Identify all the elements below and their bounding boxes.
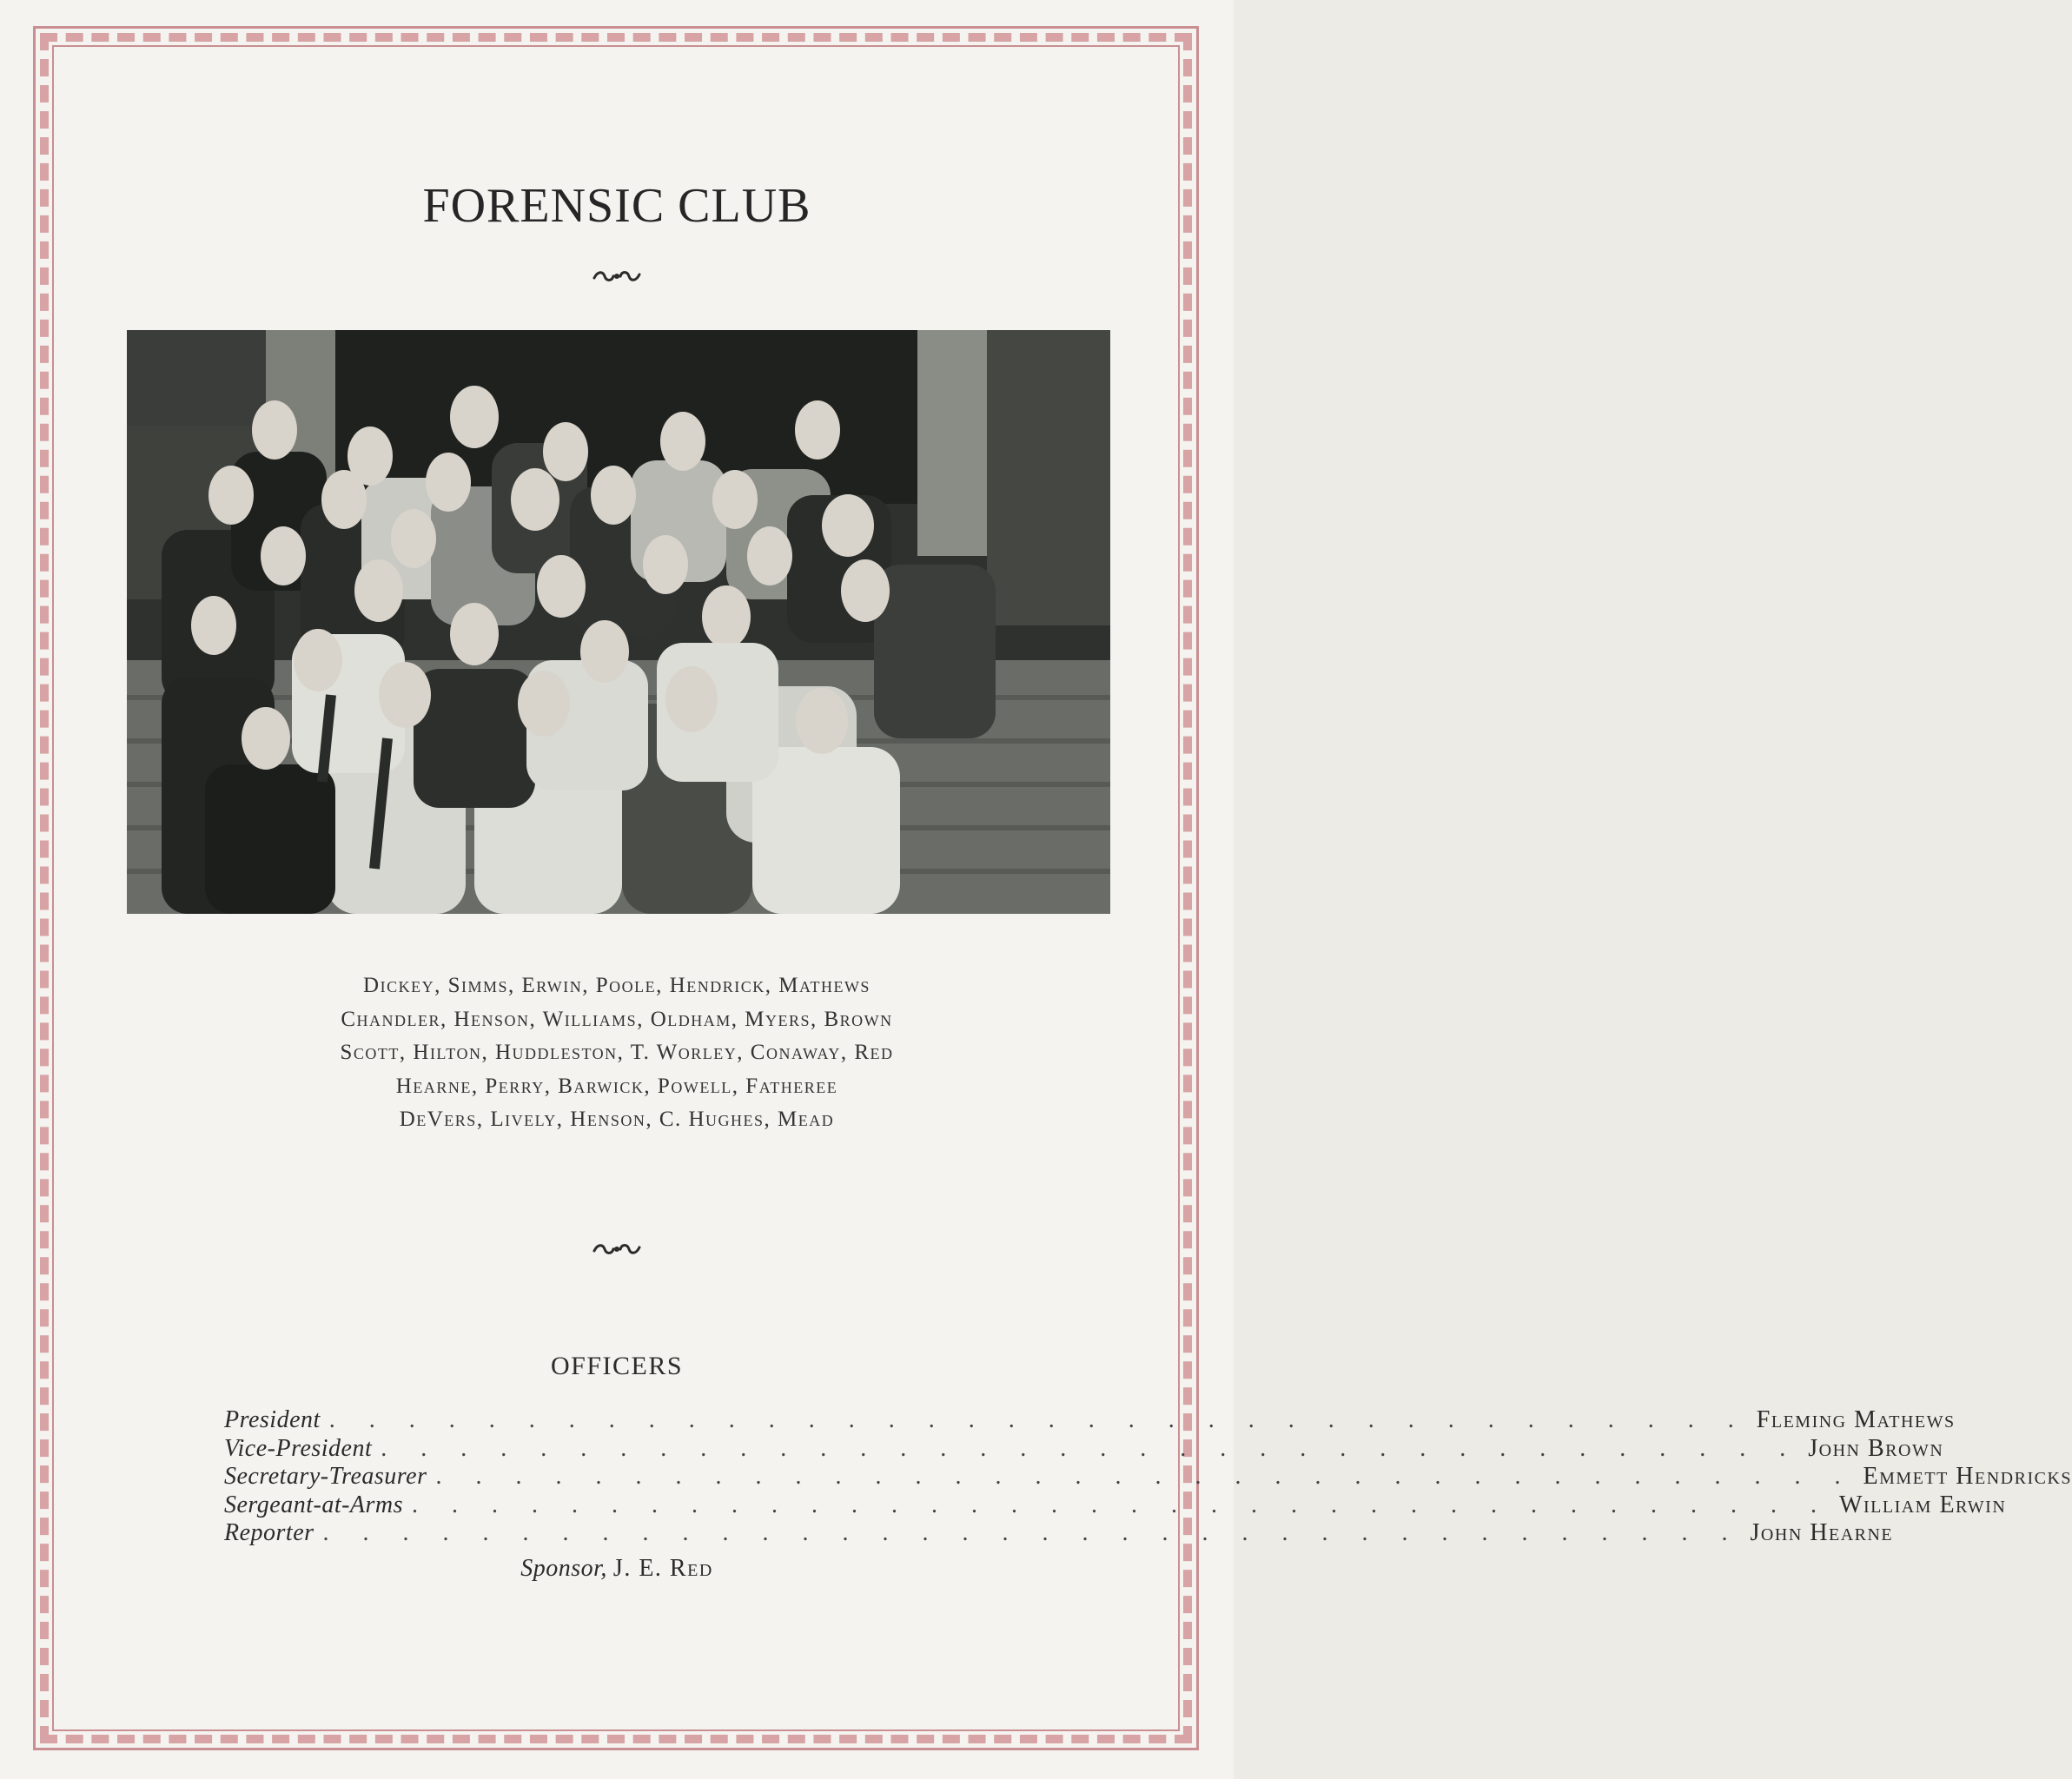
scroll-ornament-icon [591,1239,643,1260]
officer-name: John Brown [1808,1434,1944,1462]
officer-row [224,1434,1944,1464]
officer-row [224,1519,1894,1548]
officer-name: Fleming Mathews [1756,1406,1956,1433]
dot-leader: . . . . . . . . . . . . . . . . . . . . . . . . . . . . . . . . . . . . [322,1519,1742,1546]
member-names-line: Chandler, Henson, Williams, Oldham, Myers, Brown [341,1007,893,1031]
officer-role: Secretary-Treasurer [224,1463,427,1490]
officer-role: President [224,1406,321,1433]
scroll-ornament-icon [591,266,643,287]
member-names [0,969,1234,1137]
dot-leader: . . . . . . . . . . . . . . . . . . . . . . . . . . . . . . . . . . . . [412,1491,1831,1518]
member-names-line: Scott, Hilton, Huddleston, T. Worley, Conaway, Red [340,1041,894,1064]
dot-leader: . . . . . . . . . . . . . . . . . . . . . . . . . . . . . . . . . . . . [381,1434,1800,1462]
member-names-line: Dickey, Simms, Erwin, Poole, Hendrick, Mathews [363,974,871,997]
officer-role: Sergeant-at-Arms [224,1491,404,1518]
officer-name: Emmett Hendricks [1863,1463,2072,1490]
sponsor-role: Sponsor, [520,1555,607,1582]
page-title: FORENSIC CLUB [422,179,811,233]
sponsor-line [0,1555,1234,1583]
officer-row [224,1406,1956,1435]
officer-name: William Erwin [1839,1491,2007,1518]
officers-heading: OFFICERS [550,1352,684,1380]
officers-list [224,1406,2072,1548]
sponsor-name: J. E. Red [612,1555,713,1582]
member-names-line: DeVers, Lively, Henson, C. Hughes, Mead [399,1108,835,1131]
dot-leader: . . . . . . . . . . . . . . . . . . . . . . . . . . . . . . . . . . . . [435,1463,1855,1490]
officer-row [224,1491,2007,1520]
officer-name: John Hearne [1750,1519,1894,1546]
officer-row [224,1463,2072,1491]
dot-leader: . . . . . . . . . . . . . . . . . . . . . . . . . . . . . . . . . . . . [328,1406,1748,1433]
officer-role: Vice-President [224,1434,373,1462]
member-names-line: Hearne, Perry, Barwick, Powell, Fatheree [395,1074,838,1098]
officer-role: Reporter [224,1519,314,1546]
group-photo [127,330,1110,914]
